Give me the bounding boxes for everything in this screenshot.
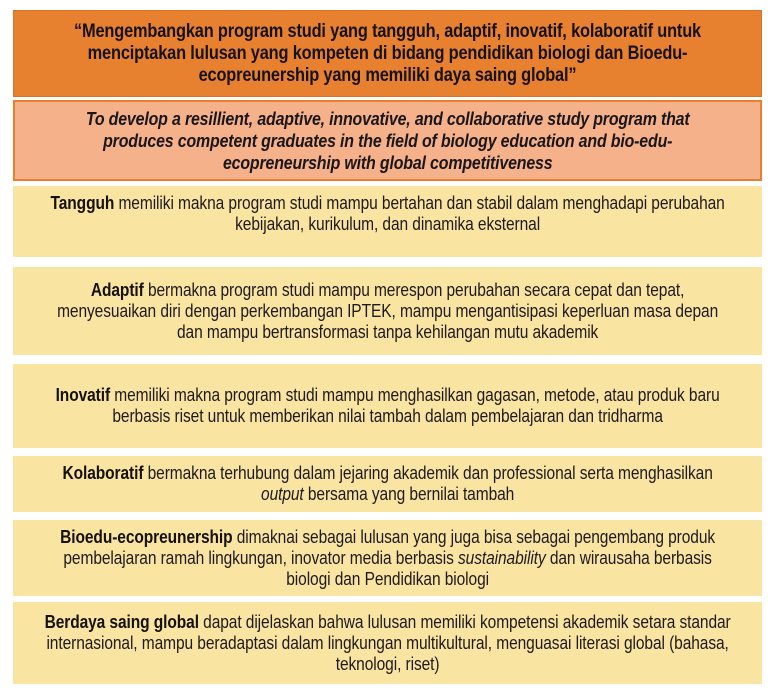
definition-body: memiliki makna program studi mampu menghasilkan gagasan, metode, atau produk baru berbasis riset untuk memberikan nilai tambah dalam pembelajaran dan tridharma (109, 385, 720, 426)
definition-box-kolaboratif (13, 456, 762, 512)
definition-body: memiliki makna program studi mampu bertahan dan stabil dalam menghadapi perubahan kebijakan, kurikulum, dan dinamika eksternal (114, 193, 725, 234)
definition-italic-word: sustainability (457, 547, 546, 568)
definition-text-inovatif (43, 385, 732, 427)
definition-term-adaptif: Adaptif (90, 279, 144, 300)
definition-text-adaptif (43, 280, 732, 343)
definition-box-inovatif (13, 364, 762, 448)
definition-text-bioedu-ecopreunership (43, 527, 732, 590)
definition-term-bioedu-ecopreunership: Bioedu-ecopreunership (60, 526, 233, 547)
definition-body: bermakna program studi mampu merespon perubahan secara cepat dan tepat, menyesuaikan diri dengan perkembangan IPTEK, mampu mengantisipasi keperluan masa depan dan mampu bertransformasi tanpa kehilangan mutu akademik (56, 279, 719, 342)
definition-term-inovatif: Inovatif (55, 385, 110, 405)
definition-body: dapat dijelaskan bahwa lulusan memiliki kompetensi akademik setara standar internasional, mampu beradaptasi dalam lingkungan multikultural, menguasai literasi global (bahasa, teknologi, riset) (46, 611, 731, 674)
definition-text-berdaya-saing-global (43, 612, 732, 675)
definition-body-after: bersama yang bernilai tambah (303, 484, 515, 504)
definition-italic-word: output (260, 484, 304, 504)
definition-box-adaptif (13, 267, 762, 355)
definition-term-berdaya-saing-global: Berdaya saing global (44, 611, 199, 632)
vision-statement-english-text: To develop a resillient, adaptive, innovative, and collaborative study program that produces competent graduates in the field of biology education and bio-edu-ecopreneurship with global competitiveness (85, 107, 690, 173)
definition-body-after: dan wirausaha berbasis biologi dan Pendidikan biologi (286, 547, 712, 589)
definition-term-kolaboratif: Kolaboratif (62, 463, 144, 483)
definition-box-tangguh (13, 186, 762, 257)
definition-text-kolaboratif (43, 463, 732, 505)
definition-body: dimaknai sebagai lulusan yang juga bisa sebagai pengembang produk pembelajaran ramah lingkungan, inovator media berbasis (63, 526, 715, 568)
definition-box-bioedu-ecopreunership (13, 520, 762, 596)
definition-term-tangguh: Tangguh (50, 193, 115, 213)
definition-box-berdaya-saing-global (13, 602, 762, 684)
definition-body: bermakna terhubung dalam jejaring akademik dan professional serta menghasilkan (143, 463, 713, 483)
definition-text-tangguh (43, 193, 732, 235)
vision-statement-indonesian-text: “Mengembangkan program studi yang tangguh, adaptif, inovatif, kolaboratif untuk menciptakan lulusan yang kompeten di bidang pendidikan biologi dan Bioedu-ecopreunership yang memiliki daya saing global” (74, 20, 701, 86)
vision-statement-english-box (13, 100, 762, 181)
vision-statement-indonesian-box (13, 10, 762, 97)
